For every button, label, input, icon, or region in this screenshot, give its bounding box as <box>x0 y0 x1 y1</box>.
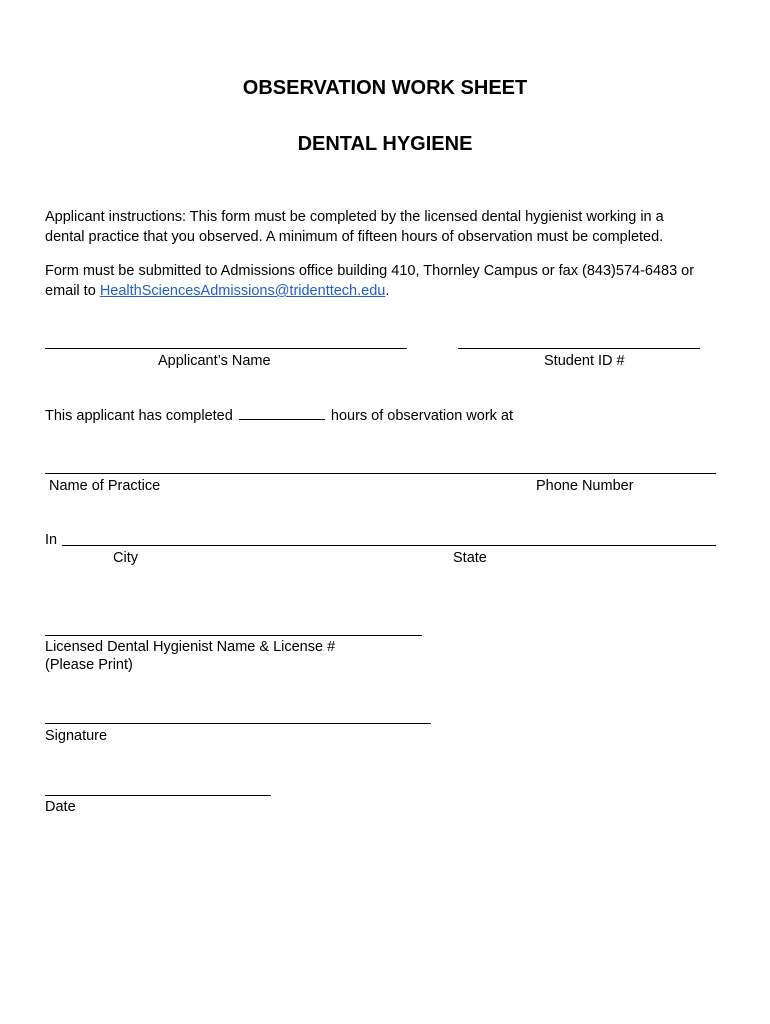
applicant-name-label: Applicant’s Name <box>158 353 271 369</box>
submit-prefix: email to <box>45 283 100 299</box>
instructions-line-1: Applicant instructions: This form must be completed by the licensed dental hygienist working in a <box>45 209 664 225</box>
hygienist-label-line-1: Licensed Dental Hygienist Name & License # <box>45 639 336 655</box>
city-state-line[interactable] <box>62 545 716 546</box>
document-subtitle: DENTAL HYGIENE <box>297 133 473 155</box>
city-label: City <box>113 550 138 566</box>
completed-suffix: hours of observation work at <box>330 408 514 424</box>
hygienist-name-line[interactable] <box>45 635 422 636</box>
completed-prefix: This applicant has completed <box>45 408 233 424</box>
in-label: In <box>45 532 58 548</box>
practice-phone-line[interactable] <box>45 473 716 474</box>
phone-number-label: Phone Number <box>536 478 634 494</box>
hours-completed-line <box>45 406 513 425</box>
document-title: OBSERVATION WORK SHEET <box>242 77 528 99</box>
hours-blank[interactable] <box>239 406 325 420</box>
student-id-line[interactable] <box>458 348 700 349</box>
instructions-line-2: dental practice that you observed. A minimum of fifteen hours of observation must be completed. <box>45 229 664 245</box>
student-id-label: Student ID # <box>544 353 625 369</box>
applicant-name-line[interactable] <box>45 348 407 349</box>
date-label: Date <box>45 799 76 815</box>
signature-label: Signature <box>45 728 108 744</box>
practice-name-label: Name of Practice <box>49 478 161 494</box>
submit-suffix: . <box>385 283 390 299</box>
submit-line-2 <box>45 282 389 300</box>
hygienist-label-line-2: (Please Print) <box>45 657 133 673</box>
signature-line[interactable] <box>45 723 431 724</box>
submit-line-1: Form must be submitted to Admissions office building 410, Thornley Campus or fax (843)574-6483 or <box>45 263 695 279</box>
state-label: State <box>453 550 487 566</box>
date-line[interactable] <box>45 795 271 796</box>
admissions-email-link[interactable]: HealthSciencesAdmissions@tridenttech.edu <box>99 283 386 299</box>
